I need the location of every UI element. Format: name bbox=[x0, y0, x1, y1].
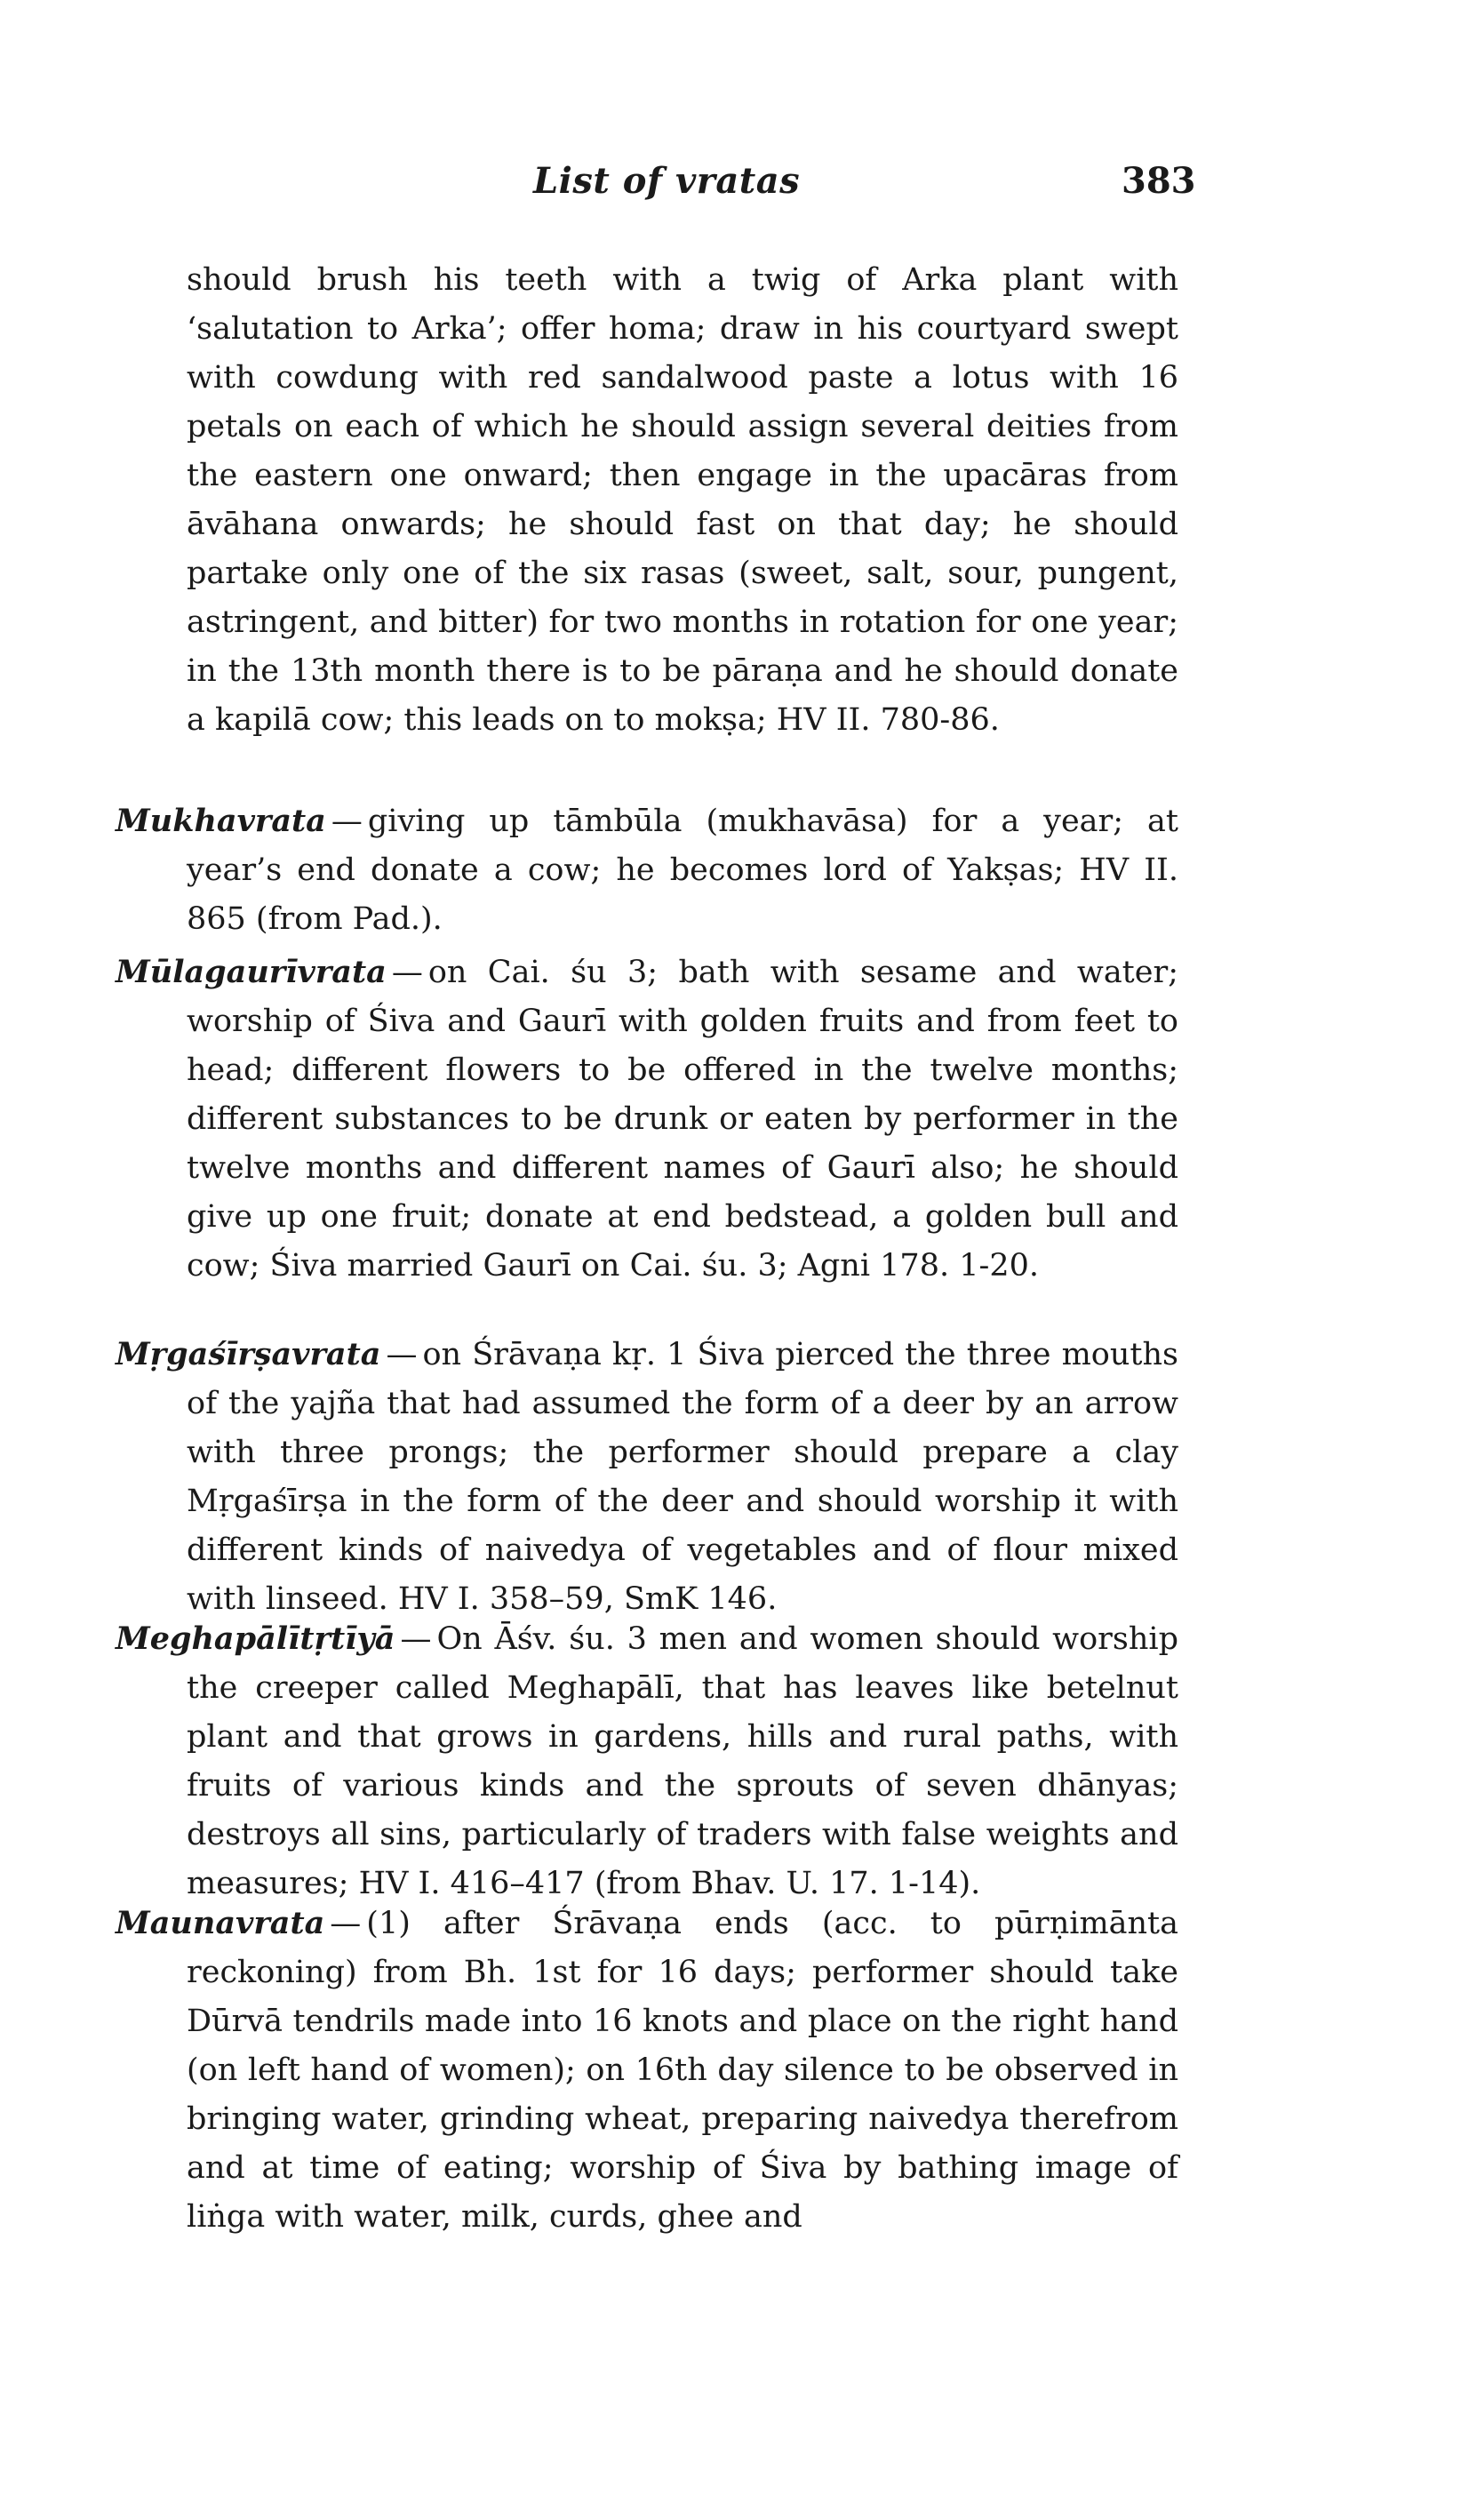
entry-text: giving up tāmbūla (mukhavāsa) for a year; at year’s end donate a cow; he becomes lord of Yakṣas; HV II. 865 (from Pad.). bbox=[187, 804, 1178, 937]
entry-mulagaurivrata bbox=[116, 948, 1178, 1291]
entry-maunavrata bbox=[116, 1899, 1178, 2242]
entry-headword: Mṛgaśīrṣavrata bbox=[116, 1336, 381, 1372]
entry-mukhavrata bbox=[116, 796, 1178, 944]
entry-dash: — bbox=[330, 1906, 362, 1941]
entry-dash: — bbox=[391, 955, 423, 990]
entry-dash: — bbox=[386, 1337, 418, 1372]
entry-text: on Śrāvaṇa kṛ. 1 Śiva pierced the three mouths of the yajña that had assumed the form of a deer by an arrow with three prongs; the performer should prepare a clay Mṛgaśīrṣa in the form of the deer and should worship it with different kinds of naivedya of vegetables and of flour mixed with linseed. HV I. 358–59, SmK 146. bbox=[187, 1337, 1178, 1617]
entry-dash: — bbox=[400, 1621, 432, 1657]
entry-text: On Āśv. śu. 3 men and women should worship the creeper called Meghapālī, that has leaves like betelnut plant and that grows in gardens, hills and rural paths, with fruits of various kinds and the sprouts of seven dhānyas; destroys all sins, particularly of traders with false weights and measures; HV I. 416–417 (from Bhav. U. 17. 1-14). bbox=[187, 1621, 1178, 1901]
entry-text: (1) after Śrāvaṇa ends (acc. to pūrṇimānta reckoning) from Bh. 1st for 16 days; performer should take Dūrvā tendrils made into 16 knots and place on the right hand (on left hand of women); on 16th day silence to be observed in bringing water, grinding wheat, preparing naivedya therefrom and at time of eating; worship of Śiva by bathing image of liṅga with water, milk, curds, ghee and bbox=[187, 1906, 1178, 2235]
entry-headword: Maunavrata bbox=[116, 1905, 325, 1941]
entry-headword: Mukhavrata bbox=[116, 803, 326, 839]
entry-text: on Cai. śu 3; bath with sesame and water; worship of Śiva and Gaurī with golden fruits and from feet to head; different flowers to be offered in the twelve months; different substances to be drunk or eaten by performer in the twelve months and different names of Gaurī also; he should give up one fruit; donate at end bedstead, a golden bull and cow; Śiva married Gaurī on Cai. śu. 3; Agni 178. 1-20. bbox=[187, 955, 1178, 1284]
page-number: 383 bbox=[1122, 160, 1196, 202]
entry-meghapalitrtiya bbox=[116, 1614, 1178, 1908]
running-head: List of vratas bbox=[533, 160, 801, 202]
entry-mrgasirsavrata bbox=[116, 1330, 1178, 1624]
entry-text: should brush his teeth with a twig of Arka plant with ‘salutation to Arka’; offer homa; draw in his courtyard swept with cowdung with red sandalwood paste a lotus with 16 petals on each of which he should assign several deities from the eastern one onward; then engage in the upacāras from āvāhana onwards; he should fast on that day; he should partake only one of the six rasas (sweet, salt, sour, pungent, astringent, and bitter) for two months in rotation for one year; in the 13th month there is to be pāraṇa and he should donate a kapilā cow; this leads on to mokṣa; HV II. 780-86. bbox=[187, 262, 1178, 738]
entry-continuation bbox=[187, 256, 1178, 745]
entry-headword: Mūlagaurīvrata bbox=[116, 954, 387, 990]
entry-dash: — bbox=[331, 804, 363, 839]
entry-headword: Meghapālītṛtīyā bbox=[116, 1620, 395, 1657]
